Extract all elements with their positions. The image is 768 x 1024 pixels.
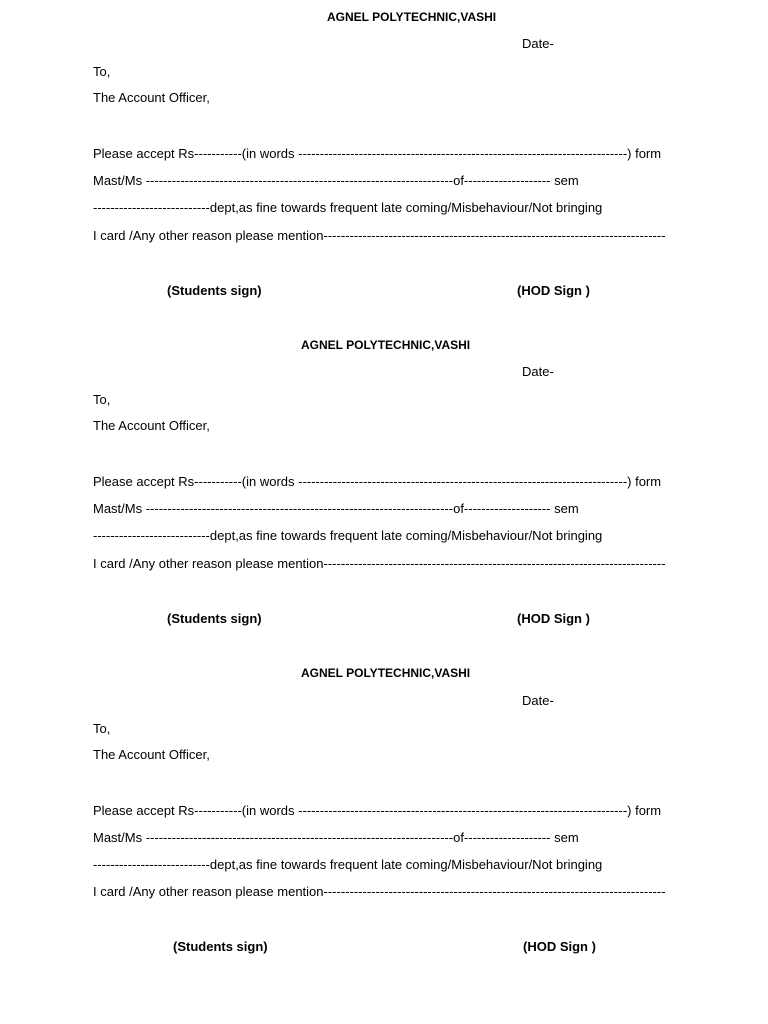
hod-sign-label: (HOD Sign ) (517, 283, 590, 298)
student-sign-label: (Students sign) (167, 283, 262, 298)
other-reason-line: I card /Any other reason please mention------------------------------------------------------------------------------- (93, 884, 666, 899)
institution-title: AGNEL POLYTECHNIC,VASHI (301, 338, 471, 352)
fine-slip-3 (0, 656, 768, 976)
student-name-line: Mast/Ms -----------------------------------------------------------------------of-------------------- sem (93, 830, 579, 845)
department-reason-line: ---------------------------dept,as fine towards frequent late coming/Misbehaviour/Not bringing (93, 200, 603, 215)
to-label: To, (93, 721, 111, 736)
fine-slip-1 (0, 0, 768, 320)
date-label: Date- (522, 36, 554, 51)
amount-line: Please accept Rs-----------(in words ----------------------------------------------------------------------------) form (93, 474, 662, 489)
other-reason-line: I card /Any other reason please mention------------------------------------------------------------------------------- (93, 228, 666, 243)
department-reason-line: ---------------------------dept,as fine towards frequent late coming/Misbehaviour/Not bringing (93, 528, 603, 543)
institution-title: AGNEL POLYTECHNIC,VASHI (301, 666, 471, 680)
recipient-label: The Account Officer, (93, 90, 210, 105)
to-label: To, (93, 64, 111, 79)
date-label: Date- (522, 693, 554, 708)
recipient-label: The Account Officer, (93, 747, 210, 762)
date-label: Date- (522, 364, 554, 379)
institution-title: AGNEL POLYTECHNIC,VASHI (327, 10, 497, 24)
other-reason-line: I card /Any other reason please mention------------------------------------------------------------------------------- (93, 556, 666, 571)
amount-line: Please accept Rs-----------(in words ----------------------------------------------------------------------------) form (93, 146, 662, 161)
department-reason-line: ---------------------------dept,as fine towards frequent late coming/Misbehaviour/Not bringing (93, 857, 603, 872)
student-sign-label: (Students sign) (167, 611, 262, 626)
student-sign-label: (Students sign) (173, 939, 268, 954)
student-name-line: Mast/Ms -----------------------------------------------------------------------of-------------------- sem (93, 173, 579, 188)
hod-sign-label: (HOD Sign ) (517, 611, 590, 626)
amount-line: Please accept Rs-----------(in words ----------------------------------------------------------------------------) form (93, 803, 662, 818)
student-name-line: Mast/Ms -----------------------------------------------------------------------of-------------------- sem (93, 501, 579, 516)
recipient-label: The Account Officer, (93, 418, 210, 433)
to-label: To, (93, 392, 111, 407)
fine-slip-2 (0, 328, 768, 648)
hod-sign-label: (HOD Sign ) (523, 939, 596, 954)
